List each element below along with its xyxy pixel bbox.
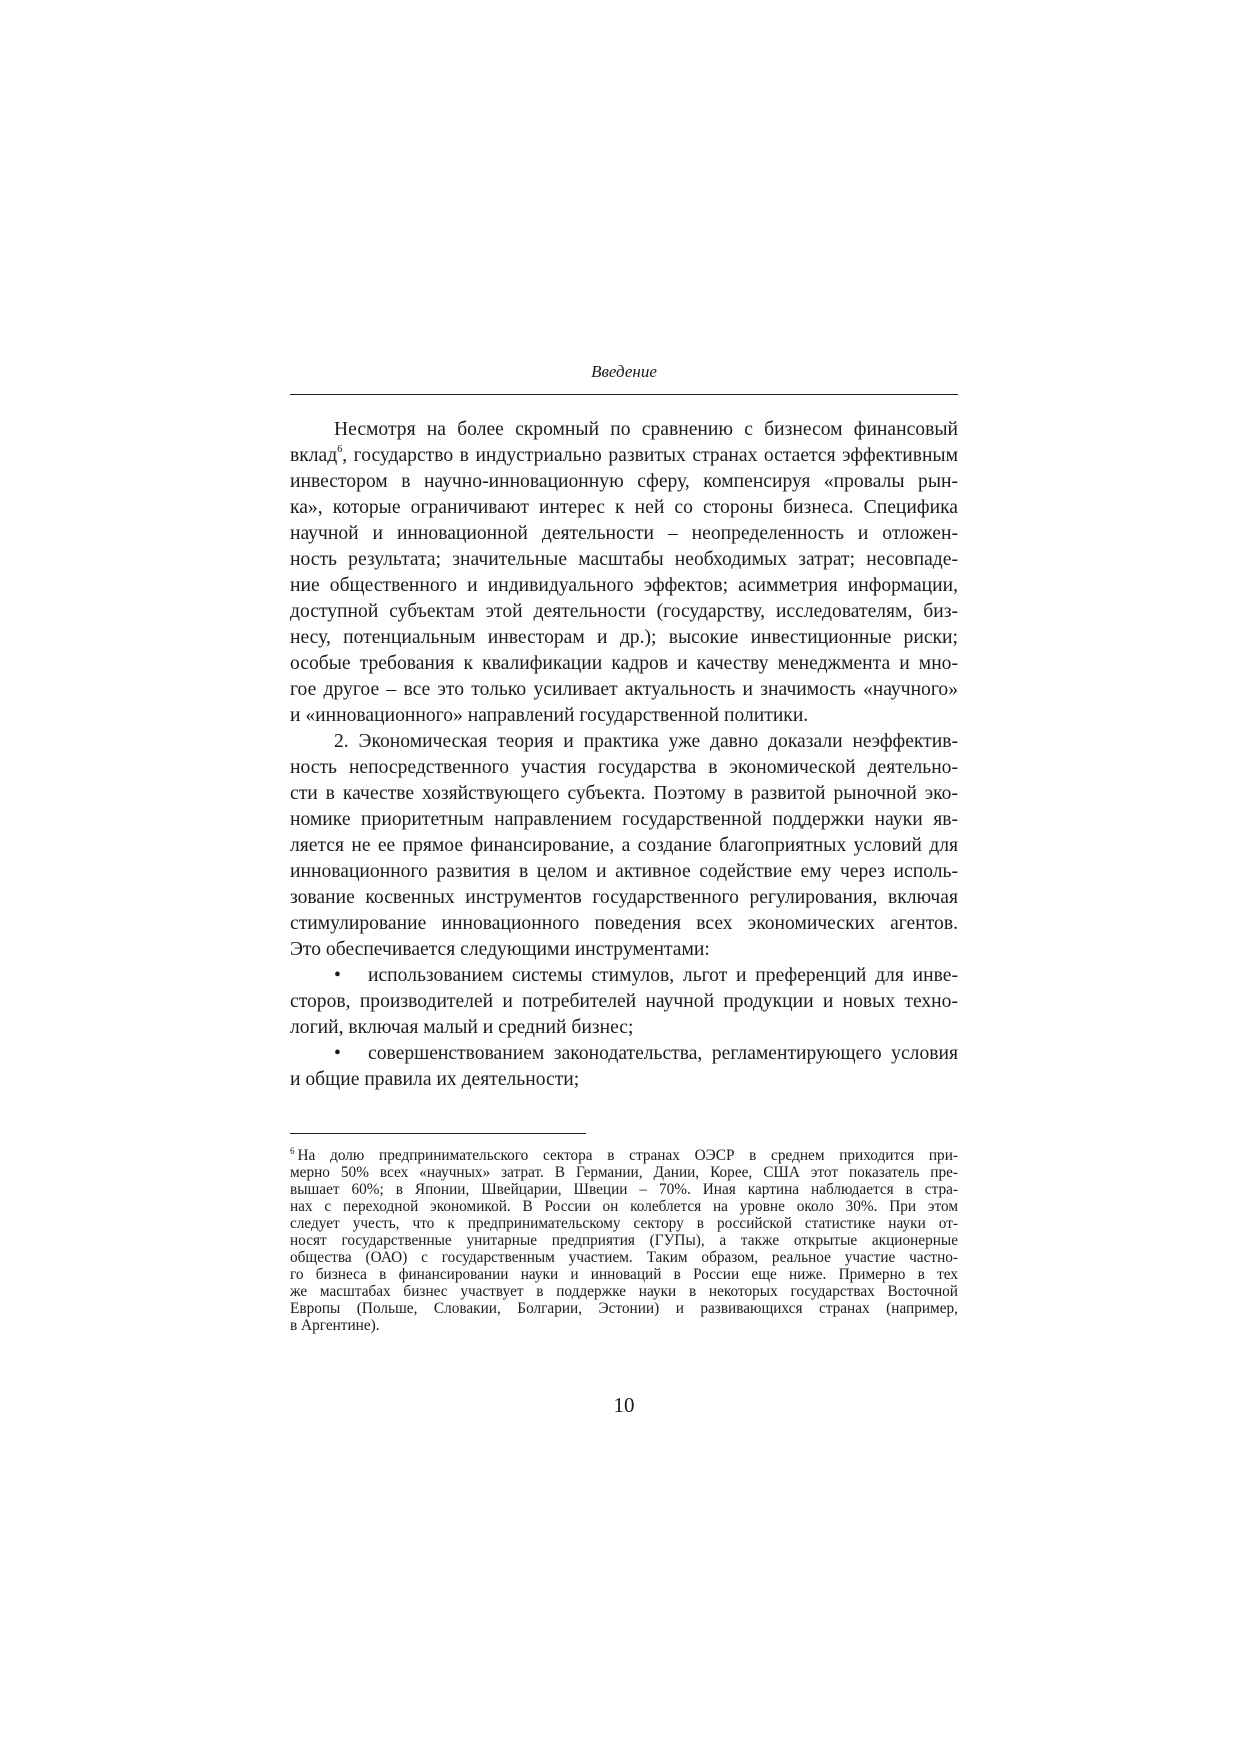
footnote-line: мерно 50% всех «научных» затрат. В Германии, Дании, Корее, США этот показатель пре- (290, 1164, 958, 1181)
bullet-icon: • (334, 1043, 341, 1064)
footnote-line (290, 1147, 958, 1164)
paragraph-2-line: сти в качестве хозяйствующего субъекта. Поэтому в развитой рыночной эко- (290, 783, 958, 804)
bullet-item-1-line: логий, включая малый и средний бизнес; (290, 1017, 634, 1038)
header-rule (290, 394, 958, 395)
running-header-title: Введение (591, 362, 657, 381)
footnote-line: го бизнеса в финансировании науки и инноваций в России еще ниже. Примерно в тех (290, 1266, 958, 1283)
footnote-text: На долю предпринимательского сектора в странах ОЭСР в среднем приходится при- (297, 1147, 958, 1164)
bullet-item-1-line: сторов, производителей и потребителей научной продукции и новых техно- (290, 991, 958, 1012)
paragraph-2-line: ность непосредственного участия государства в экономической деятельно- (290, 757, 958, 778)
paragraph-2-line: зование косвенных инструментов государственного регулирования, включая (290, 887, 958, 908)
bullet-item-1-line (290, 963, 958, 989)
paragraph-1-line (290, 443, 958, 469)
footnote-reference[interactable]: 6 (337, 444, 343, 455)
paragraph-2-line: Это обеспечивается следующими инструментами: (290, 939, 710, 960)
bullet-item-2-text: совершенствованием законодательства, регламентирующего условия (368, 1043, 958, 1064)
footnote-line: нах с переходной экономикой. В России он колеблется на уровне около 30%. При этом (290, 1198, 958, 1215)
footnote-line: Европы (Польше, Словакии, Болгарии, Эстонии) и развивающихся странах (например, (290, 1300, 958, 1317)
page-number: 10 (613, 1393, 635, 1417)
paragraph-1-line: ка», которые ограничивают интерес к ней со стороны бизнеса. Специфика (290, 497, 958, 518)
footnote-line: же масштабах бизнес участвует в поддержке науки в некоторых государствах Восточной (290, 1283, 958, 1300)
bullet-item-1-text: использованием системы стимулов, льгот и преференций для инве- (368, 965, 958, 986)
footnote-line: общества (ОАО) с государственным участием. Таким образом, реальное участие частно- (290, 1249, 958, 1266)
paragraph-1-text: вклад (290, 445, 338, 466)
paragraph-1-text: , государство в индустриально развитых странах остается эффективным (342, 445, 958, 466)
paragraph-1-line: ность результата; значительные масштабы необходимых затрат; несовпаде- (290, 549, 958, 570)
footnote-line: носят государственные унитарные предприятия (ГУПы), а также открытые акционерные (290, 1232, 958, 1249)
paragraph-2-line: инновационного развития в целом и активное содействие ему через исполь- (290, 861, 958, 882)
paragraph-2-line: ляется не ее прямое финансирование, а создание благоприятных условий для (290, 835, 958, 856)
paragraph-2-line: номике приоритетным направлением государственной поддержки науки яв- (290, 809, 958, 830)
bullet-icon: • (334, 965, 341, 986)
footnote-marker: 6 (290, 1146, 295, 1156)
paragraph-1-line: Несмотря на более скромный по сравнению с бизнесом финансовый (334, 419, 958, 440)
bullet-item-2-line: и общие правила их деятельности; (290, 1069, 580, 1090)
paragraph-2-line: стимулирование инновационного поведения всех экономических агентов. (290, 913, 958, 934)
paragraph-1-line: несу, потенциальным инвесторам и др.); высокие инвестиционные риски; (290, 627, 958, 648)
paragraph-1-line: научной и инновационной деятельности – неопределенность и отложен- (290, 523, 958, 544)
paragraph-1-line: ние общественного и индивидуального эффектов; асимметрия информации, (290, 575, 958, 596)
footnote-line: в Аргентине). (290, 1317, 380, 1334)
paragraph-1-line: гое другое – все это только усиливает актуальность и значимость «научного» (290, 679, 958, 700)
paragraph-1-line: доступной субъектам этой деятельности (государству, исследователям, биз- (290, 601, 958, 622)
main-text (290, 417, 958, 1093)
paragraph-2-line: 2. Экономическая теория и практика уже давно доказали неэффектив- (334, 731, 958, 752)
bullet-item-2-line (290, 1041, 958, 1067)
footnote-separator (290, 1133, 586, 1134)
footnote-line: вышает 60%; в Японии, Швейцарии, Швеции – 70%. Иная картина наблюдается в стра- (290, 1181, 958, 1198)
footnote (290, 1147, 958, 1334)
paragraph-1-line: и «инновационного» направлений государственной политики. (290, 705, 809, 726)
footnote-line: следует учесть, что к предпринимательскому сектору в российской статистике науки от- (290, 1215, 958, 1232)
paragraph-1-line: инвестором в научно-инновационную сферу, компенсируя «провалы рын- (290, 471, 958, 492)
paragraph-1-line: особые требования к квалификации кадров и качеству менеджмента и мно- (290, 653, 958, 674)
